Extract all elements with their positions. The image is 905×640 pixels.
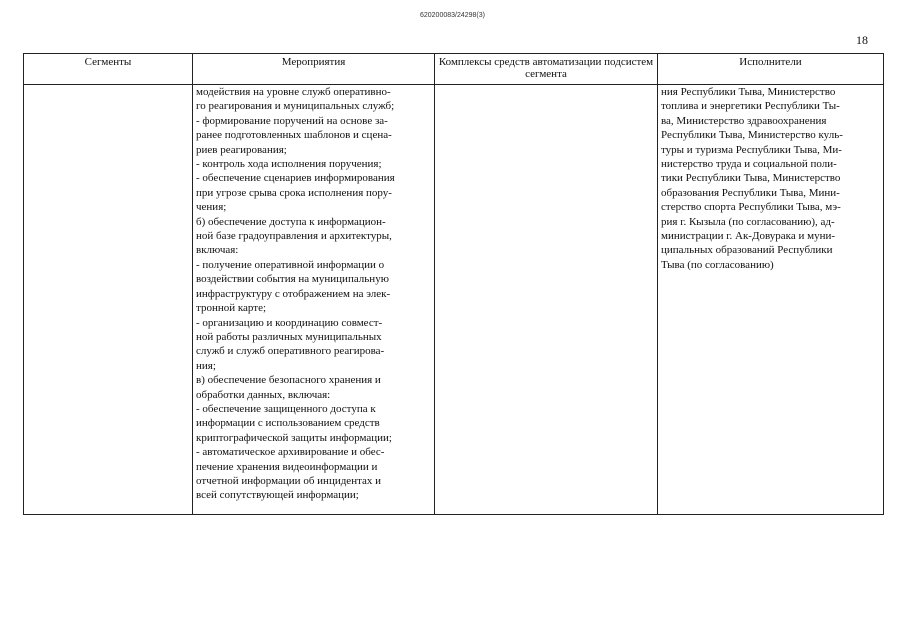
header-segments: Сегменты (24, 54, 193, 85)
executors-text-line: ва, Министерство здравоохранения (661, 114, 827, 127)
measures-text-line: - получение оперативной информации о (196, 258, 385, 271)
measures-text-line: - контроль хода исполнения поручения; (196, 158, 382, 171)
measures-text-line: - организацию и координацию совмест- (196, 316, 383, 329)
measures-text-line: ной базе градоуправления и архитектуры, (196, 230, 392, 243)
header-automation-complexes: Комплексы средств автоматизации подсистем сегмента (435, 54, 658, 85)
measures-text-line: ной работы различных муниципальных (196, 330, 382, 343)
measures-text-line: модействия на уровне служб оперативно- (196, 86, 391, 98)
measures-text-line: тронной карте; (196, 302, 267, 315)
measures-text-line: ния; (196, 359, 216, 372)
measures-text-line: включая: (196, 244, 239, 257)
executors-text-line: ния Республики Тыва, Министерство (661, 86, 836, 98)
executors-text-line: Республики Тыва, Министерство куль- (661, 129, 843, 142)
executors-text-line: нистерство труда и социальной поли- (661, 158, 837, 171)
measures-text-line: - обеспечение защищенного доступа к (196, 402, 376, 415)
measures-text-line: печение хранения видеоинформации и (196, 460, 378, 473)
table-header-row (24, 54, 884, 85)
measures-text-line: служб и служб оперативного реагирова- (196, 345, 385, 358)
document-id: 620200083/24298(3) (419, 12, 485, 19)
measures-table (23, 53, 884, 515)
cell-segments (24, 85, 193, 515)
measures-text-line: обработки данных, включая: (196, 388, 331, 401)
header-measures: Мероприятия (193, 54, 435, 85)
executors-text-line: министрации г. Ак-Довурака и муни- (661, 230, 836, 243)
measures-text-line: воздействии события на муниципальную (196, 273, 389, 286)
measures-text-line: - обеспечение сценариев информирования (196, 172, 395, 185)
measures-text-line: - формирование поручений на основе за- (196, 114, 388, 127)
cell-measures (193, 85, 435, 515)
measures-text-line: инфраструктуру с отображением на элек- (196, 287, 391, 300)
measures-text-line: б) обеспечение доступа к информацион- (196, 215, 386, 228)
table-row (24, 85, 884, 515)
executors-text-line: топлива и энергетики Республики Ты- (661, 100, 840, 113)
executors-text-line: Тыва (по согласованию) (661, 258, 774, 271)
cell-automation-complexes (435, 85, 658, 515)
measures-text-line: отчетной информации об инцидентах и (196, 474, 382, 487)
measures-text-line: при угрозе срыва срока исполнения пору- (196, 186, 392, 199)
measures-text-line: криптографической защиты информации; (196, 431, 392, 444)
executors-text-line: туры и туризма Республики Тыва, Ми- (661, 143, 842, 156)
measures-text-line: ранее подготовленных шаблонов и сцена- (196, 129, 392, 142)
measures-text-line: го реагирования и муниципальных служб; (196, 100, 395, 113)
executors-text-line: образования Республики Тыва, Мини- (661, 186, 840, 199)
measures-text-line: в) обеспечение безопасного хранения и (196, 374, 381, 387)
measures-text-line: чения; (196, 201, 227, 214)
executors-text-line: ципальных образований Республики (661, 244, 833, 257)
cell-executors (658, 85, 884, 515)
executors-text-line: рия г. Кызыла (по согласованию), ад- (661, 215, 835, 228)
executors-text-line: стерство спорта Республики Тыва, мэ- (661, 201, 841, 214)
header-executors: Исполнители (658, 54, 884, 85)
page-number: 18 (856, 33, 868, 47)
measures-text-line: - автоматическое архивирование и обес- (196, 446, 385, 459)
executors-text-line: тики Республики Тыва, Министерство (661, 172, 841, 185)
measures-text-line: информации с использованием средств (196, 417, 380, 430)
measures-text-line: риев реагирования; (196, 143, 287, 156)
measures-text-line: всей сопутствующей информации; (196, 489, 359, 502)
